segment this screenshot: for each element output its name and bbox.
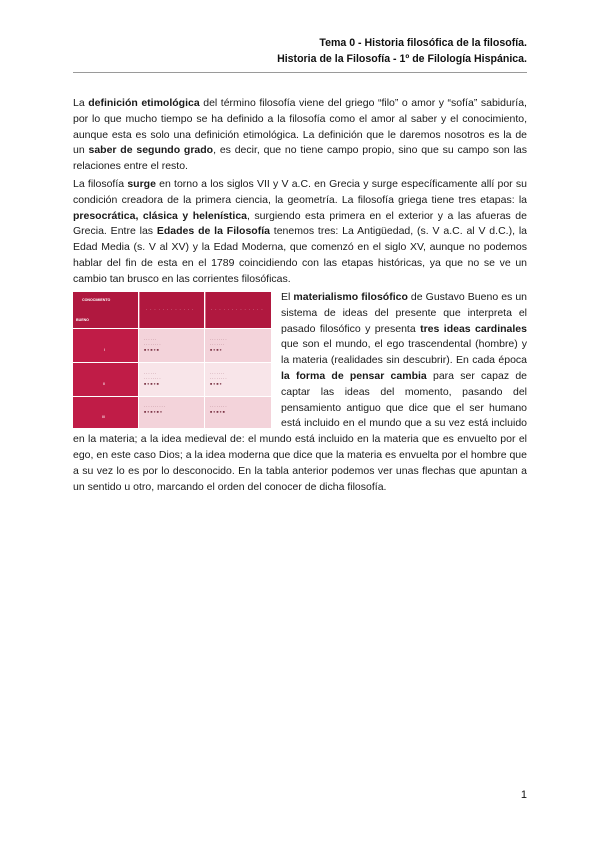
table-row-1-label-cell [73,329,138,362]
table-row-1-col-1 [139,329,204,362]
table-row-3-label: III [102,414,106,419]
table-corner-cell [73,292,138,328]
table-cell-text: · · · · · · · · ■ ● ■ ● ■ [210,405,227,414]
p1-bold-definicion: definición etimológica [88,97,200,109]
table-row-1-col-2 [205,329,271,362]
table-row-3-col-2 [205,397,271,428]
p2-text-2: en torno a los siglos VII y V a.C. en Grecia y surge específicamente allí por su condición creadora de la primera ciencia, la geometría. La filosofía griega tiene tres etapas: la [73,178,527,206]
table-cell-text: · · · · · · · · · · · · · · ■ ● ■ ● ■ [144,338,161,352]
table-cell-text: · · · · · · · · · · · · · · · ■ ● ■ ● [210,372,227,386]
paragraph-materialism [73,290,527,495]
p3-text-4: para ser capaz de captar las ideas del momento, pasando del pensamiento antiguo que dice que el ser humano está incluido en el mundo que a su vez está incluido en la materia; a la idea medieval de: el mundo está incluido en la materia que es envuelto por el ego, en este caso Dios; a la idea moderna que dice que la materia es envuelta por el hombre que a su vez lo es por lo desconocido. En la tabla anterior podemos ver unas flechas que apuntan a un sentido u otro, marcando el orden del conocer de dicha filosofía. [73,369,527,493]
table-row-3-label-cell [73,397,138,428]
table-image [73,292,271,428]
p2-bold-edades: Edades de la Filosofía [156,225,270,238]
p2-text-1: La filosofía [73,178,128,190]
page-number: 1 [520,789,527,801]
table-header-col-2-text: · · · · · · · · · · · · · [211,308,264,312]
p2-bold-surge: surge [127,178,156,190]
table-cell-text: · · · · · · · · · · ■ ● ■ ● ■ ● [144,405,165,414]
p1-text-3: , es decir, que no tiene campo propio, sino que su campo son las relaciones entre el resto. [73,144,527,173]
header-line-course: Historia de la Filosofía - 1º de Filología Hispánica. [277,53,527,65]
header-divider [73,72,527,73]
table-header-col-2 [205,292,271,328]
paragraph-origins [73,177,527,288]
p2-text-4: tenemos tres: La Antigüedad, (s. V a.C. al V d.C.), la Edad Media (s. V al XV) y la Edad Moderna, que comenzó en el siglo XV, aunque no podemos hablar del fin de esta en el 1789 coincidiendo con las etapas históricas, ya que no se ve un cambio tan brusco en las corrientes filosóficas. [73,225,527,285]
table-corner-bottom-text: BUENO [76,318,89,322]
table-cell-text: · · · · · · · · · · · · · · · ■ ● ■ ● [210,338,227,352]
table-row-2-label-cell [73,363,138,396]
p1-text-1: La [73,97,89,109]
p3-bold-forma-pensar: la forma de pensar cambia [281,369,427,382]
p3-text-3: que son el mundo, el ego trascendental (hombre) y la materia (realidades sin descubrir). En cada época [281,338,527,367]
table-corner-top-text: CONOCIMIENTO [82,298,111,302]
p1-bold-saber: saber de segundo grado [88,144,214,157]
p3-bold-tres-ideas: tres ideas cardinales [420,322,527,335]
table-row-2-col-2 [205,363,271,396]
table-header-col-1-text: · · · · · · · · · · · · [146,308,195,312]
table-row-2-col-1 [139,363,204,396]
p3-text-2: de Gustavo Bueno es un sistema de ideas del presente que interpreta el pasado filosófico y presenta [281,291,528,335]
table-header-col-1 [139,292,204,328]
table-row-1-label: I [104,347,106,352]
p3-text-1: El [281,291,294,303]
p1-text-2: del término filosofía viene del griego “filo” o amor y “sofía” sabiduría, por lo que mucho tiempo se ha definido a la filosofía como el amor al saber y el conocimiento, aunque esta es solo una definición etimológica. La definición que le daremos nosotros es la de un [73,97,527,157]
p2-bold-etapas: presocrática, clásica y helenística [73,209,247,222]
p2-text-3: , surgiendo esta primera en el exterior y a las afueras de Grecia. Entre las [73,209,527,238]
table-row-2-label: II [103,381,106,386]
header-line-topic: Tema 0 - Historia filosófica de la filosofía. [319,37,527,49]
table-cell-text: · · · · · · · · · · · · · · ■ ● ■ ● ■ [144,372,161,386]
running-header [277,35,527,67]
p3-bold-materialismo: materialismo filosófico [293,291,408,303]
table-row-3-col-1 [139,397,204,428]
paragraph-definition [73,96,527,175]
table-grid [73,292,271,428]
